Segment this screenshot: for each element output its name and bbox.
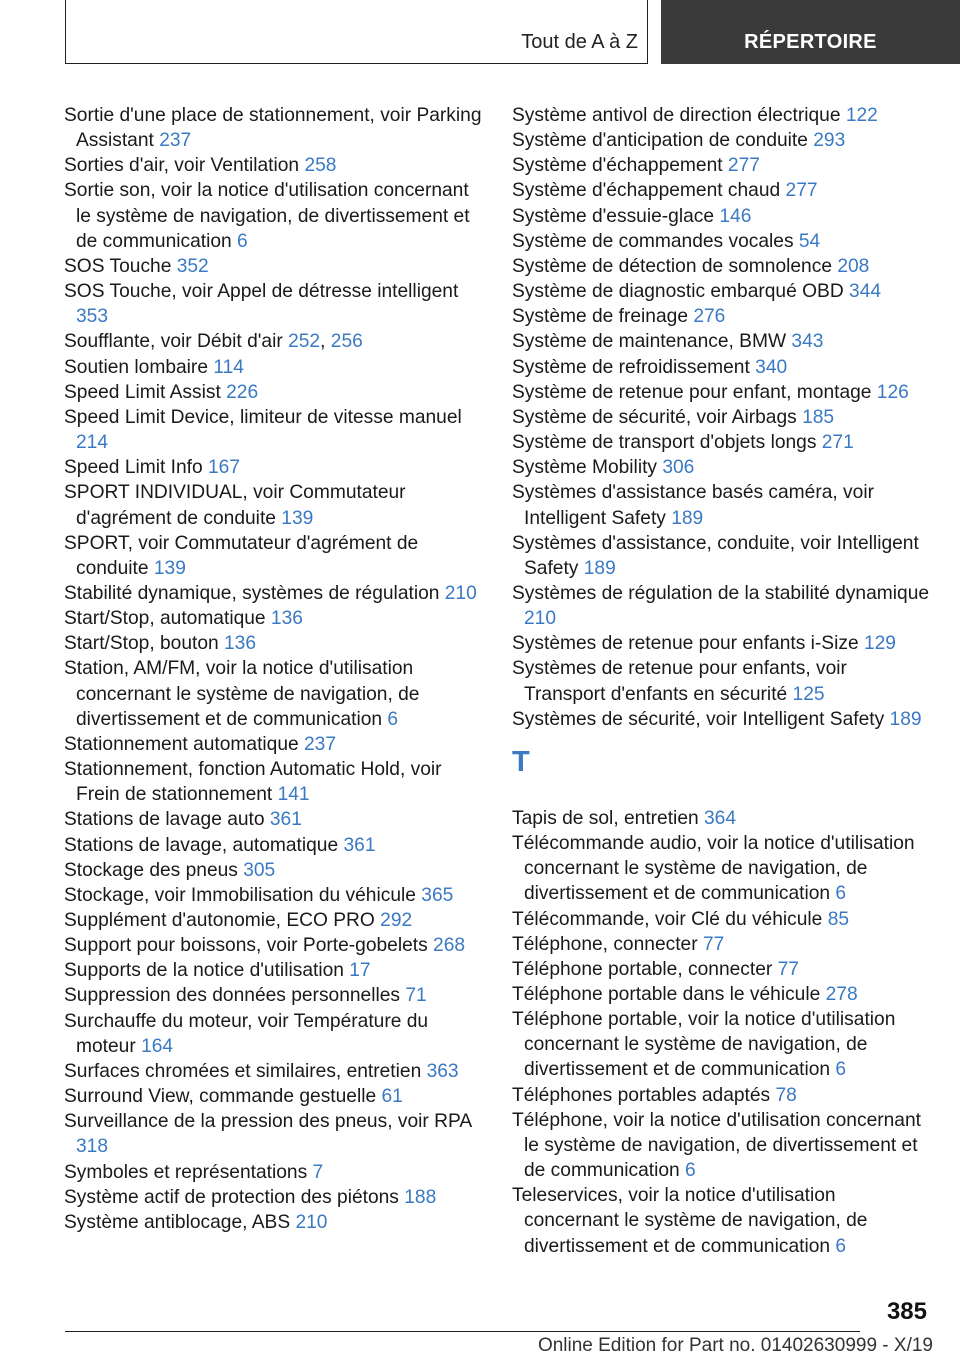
entry-text: SPORT INDIVIDUAL, voir Commutateur d'agrément de conduite: [64, 482, 406, 529]
page-reference-link[interactable]: 114: [213, 356, 244, 378]
index-entry: [64, 1084, 484, 1109]
entry-text: SOS Touche, voir Appel de détresse intelligent: [64, 281, 459, 303]
page-reference-link[interactable]: 125: [792, 683, 825, 705]
index-entry: [64, 153, 484, 178]
index-entry: [64, 1109, 484, 1159]
entry-text: Système de sécurité, voir Airbags: [512, 406, 803, 428]
index-entry: [64, 908, 484, 933]
entry-text: Système d'anticipation de conduite: [512, 130, 814, 152]
page-reference-link[interactable]: 6: [387, 708, 399, 730]
entry-text: Système actif de protection des piétons: [64, 1186, 405, 1208]
entry-text: Téléphones portables adaptés: [512, 1084, 776, 1106]
page-reference-link[interactable]: 71: [405, 985, 427, 1007]
index-column-right: [512, 103, 932, 1259]
page-reference-link[interactable]: 146: [719, 205, 752, 227]
index-entry: [512, 932, 932, 957]
entry-text: SOS Touche: [64, 255, 177, 277]
page-reference-link[interactable]: 292: [380, 910, 413, 931]
index-entry: [512, 1183, 932, 1258]
index-entry: [512, 631, 932, 656]
index-entry: [64, 581, 484, 606]
index-entry: [512, 982, 932, 1007]
entry-text: SPORT, voir Commutateur d'agrément de conduite: [64, 532, 419, 579]
index-entry: [512, 279, 932, 304]
page-reference-link[interactable]: 6: [835, 1059, 847, 1081]
index-entry: [512, 707, 932, 732]
entry-text: Soufflante, voir Débit d'air: [64, 331, 289, 353]
page-reference-link[interactable]: 6: [835, 1235, 847, 1257]
page-reference-link[interactable]: 210: [295, 1211, 328, 1233]
entry-text: Systèmes d'assistance basés caméra, voir Intelligent Safety: [512, 482, 874, 529]
page-reference-link[interactable]: 352: [176, 255, 209, 277]
page-reference-link[interactable]: 189: [583, 557, 616, 579]
page-reference-link[interactable]: 306: [662, 457, 695, 479]
page-reference-link[interactable]: 54: [798, 230, 821, 252]
entry-text: Tapis de sol, entretien: [512, 807, 704, 829]
index-entry: [512, 304, 932, 329]
entry-text: Stations de lavage, automatique: [64, 834, 344, 856]
entry-text: Support pour boissons, voir Porte-gobelets: [64, 935, 434, 957]
entry-text: Surfaces chromées et similaires, entretien: [64, 1060, 427, 1082]
entry-text: Système de commandes vocales: [512, 230, 799, 252]
index-entry: [64, 405, 484, 455]
entry-text: Système de refroidissement: [512, 356, 756, 378]
page-reference-link[interactable]: 365: [421, 884, 454, 906]
entry-text: Système de transport d'objets longs: [512, 432, 822, 454]
page-reference-link[interactable]: 6: [237, 230, 248, 252]
page-reference-link[interactable]: 364: [704, 807, 737, 829]
entry-text: Suppression des données personnelles: [64, 985, 406, 1007]
index-entry: [64, 656, 484, 731]
index-entry: [64, 958, 484, 983]
entry-text: Supplément d'autonomie, ECO PRO: [64, 910, 381, 931]
page-reference-link[interactable]: 167: [208, 457, 241, 479]
header-tab-repertoire[interactable]: RÉPERTOIRE: [661, 0, 960, 64]
entry-text: Stabilité dynamique, systèmes de régulation: [64, 582, 445, 604]
index-entry: [64, 329, 484, 354]
page-reference-link[interactable]: 164: [141, 1035, 174, 1057]
page-reference-link[interactable]: 6: [685, 1160, 696, 1182]
index-entry: [512, 103, 932, 128]
page-reference-link[interactable]: 237: [159, 130, 192, 152]
entry-text: Teleservices, voir la notice d'utilisation concernant le système de navigation, de divertissement et de communication: [512, 1185, 868, 1257]
index-entry: [512, 355, 932, 380]
index-entry: [64, 933, 484, 958]
index-entry: [512, 656, 932, 706]
index-entry: [512, 1108, 932, 1183]
page-reference-link[interactable]: 189: [889, 708, 922, 730]
header-section-title: Tout de A à Z: [521, 31, 638, 53]
page-reference-link[interactable]: 6: [835, 883, 847, 905]
index-column-left: [64, 103, 484, 1235]
page-reference-link[interactable]: 17: [349, 960, 371, 982]
entry-text: Surchauffe du moteur, voir Température du moteur: [64, 1010, 429, 1057]
entry-text: Speed Limit Info: [64, 457, 208, 479]
index-entry: [512, 430, 932, 455]
page-reference-link[interactable]: 126: [876, 381, 909, 403]
page-reference-link[interactable]: 139: [281, 507, 314, 529]
index-entry: [64, 355, 484, 380]
index-entry: [512, 1083, 932, 1108]
page-reference-link[interactable]: 185: [802, 406, 835, 428]
page-reference-link[interactable]: 188: [404, 1186, 437, 1208]
entry-text: Sorties d'air, voir Ventilation: [64, 155, 305, 177]
index-entry: [64, 858, 484, 883]
index-entry: [512, 531, 932, 581]
entry-text: Sortie son, voir la notice d'utilisation concernant le système de navigation, de divertissement et de communication: [64, 180, 470, 252]
page-reference-link[interactable]: 318: [76, 1136, 109, 1158]
page-reference-link[interactable]: 252: [288, 331, 321, 353]
entry-text: Systèmes de sécurité, voir Intelligent Safety: [512, 708, 890, 730]
entry-text: Système de freinage: [512, 306, 694, 328]
page-reference-link[interactable]: 343: [791, 331, 824, 353]
entry-text: Stationnement, fonction Automatic Hold, voir Frein de stationnement: [64, 759, 442, 806]
entry-text: Système d'échappement chaud: [512, 180, 786, 202]
entry-text: Téléphone portable dans le véhicule: [512, 984, 826, 1005]
page-reference-link[interactable]: 361: [269, 809, 302, 831]
page-number: 385: [886, 1298, 927, 1325]
page-reference-link[interactable]: 256: [330, 331, 363, 353]
index-entry: [64, 631, 484, 656]
page-reference-link[interactable]: 344: [849, 281, 882, 303]
index-entry: [64, 1009, 484, 1059]
entry-text: Système d'échappement: [512, 155, 728, 177]
section-letter-heading: T: [512, 745, 530, 778]
page-reference-link[interactable]: 136: [270, 608, 303, 630]
entry-text: Systèmes de retenue pour enfants i-Size: [512, 633, 864, 655]
index-entry: [64, 531, 484, 581]
index-entry: [64, 480, 484, 530]
page-reference-link[interactable]: 139: [153, 557, 186, 579]
index-entry: [512, 581, 932, 631]
entry-text: Système Mobility: [512, 457, 663, 479]
entry-text: Supports de la notice d'utilisation: [64, 960, 350, 982]
page-reference-link[interactable]: 361: [343, 834, 376, 856]
entry-text: Système de diagnostic embarqué OBD: [512, 281, 850, 303]
index-entry: [512, 153, 932, 178]
index-entry: [64, 606, 484, 631]
index-entry: [64, 807, 484, 832]
index-entry: [512, 480, 932, 530]
page-reference-link[interactable]: 129: [863, 633, 896, 655]
entry-text: Speed Limit Device, limiteur de vitesse manuel: [64, 406, 462, 428]
index-entry: [512, 455, 932, 480]
page-reference-link[interactable]: 208: [837, 255, 870, 277]
index-entry: [512, 229, 932, 254]
index-entry: [64, 178, 484, 253]
entry-text: Télécommande audio, voir la notice d'utilisation concernant le système de navigation, de divertissement et de communication: [512, 833, 915, 905]
page-reference-link[interactable]: 277: [727, 155, 760, 177]
entry-text: Système antivol de direction électrique: [512, 105, 846, 126]
entry-text: Téléphone portable, connecter: [512, 958, 778, 980]
index-entry: [512, 957, 932, 982]
index-entry: [64, 757, 484, 807]
entry-text: Station, AM/FM, voir la notice d'utilisation concernant le système de navigation, de divertissement et de communication: [64, 658, 420, 730]
index-entry: [512, 128, 932, 153]
index-entry: [64, 1059, 484, 1084]
index-entry: [64, 380, 484, 405]
entry-text: Systèmes d'assistance, conduite, voir Intelligent Safety: [512, 532, 919, 579]
entry-text: Stationnement automatique: [64, 733, 305, 755]
entry-text: Start/Stop, bouton: [64, 633, 225, 655]
entry-text: Systèmes de régulation de la stabilité dynamique: [512, 582, 930, 604]
footer-divider: [65, 1331, 860, 1332]
entry-text: Soutien lombaire: [64, 356, 214, 378]
index-entry: [512, 380, 932, 405]
index-entry: [64, 883, 484, 908]
entry-text: Stockage des pneus: [64, 859, 244, 881]
index-entry: [512, 831, 932, 906]
index-entry: [512, 405, 932, 430]
page-reference-link[interactable]: 61: [381, 1086, 403, 1108]
entry-text: Speed Limit Assist: [64, 381, 227, 403]
index-entry: [64, 833, 484, 858]
entry-text: Stations de lavage auto: [64, 809, 270, 831]
index-entry: [512, 1007, 932, 1082]
index-entry: [64, 983, 484, 1008]
entry-text: Symboles et représentations: [64, 1161, 313, 1183]
index-entry: [64, 455, 484, 480]
page-reference-link[interactable]: 363: [426, 1060, 459, 1082]
index-entry: [512, 329, 932, 354]
page-reference-link[interactable]: 78: [775, 1084, 797, 1106]
page-reference-link[interactable]: 136: [224, 633, 257, 655]
entry-text: Système antiblocage, ABS: [64, 1211, 296, 1233]
page-reference-link[interactable]: 293: [813, 130, 846, 152]
page-reference-link[interactable]: 278: [825, 984, 858, 1005]
index-entry: [512, 178, 932, 203]
index-entry: [64, 1160, 484, 1185]
page-reference-link[interactable]: 122: [845, 105, 878, 126]
entry-text: Système d'essuie-glace: [512, 205, 720, 227]
footer-edition: Online Edition for Part no. 01402630999 - X/19: [537, 1335, 933, 1356]
page-reference-link[interactable]: 340: [755, 356, 788, 378]
page-reference-link[interactable]: 141: [277, 784, 310, 806]
page-reference-link[interactable]: 276: [693, 306, 726, 328]
index-entry: [64, 732, 484, 757]
page-reference-link[interactable]: 226: [226, 381, 259, 403]
page-reference-link[interactable]: 277: [785, 180, 818, 202]
reference-separator: ,: [320, 331, 331, 353]
page-reference-link[interactable]: 7: [312, 1161, 324, 1183]
page-reference-link[interactable]: 210: [524, 608, 557, 630]
page-reference-link[interactable]: 271: [821, 432, 854, 454]
page-reference-link[interactable]: 210: [444, 582, 477, 604]
entry-text: Système de détection de somnolence: [512, 255, 838, 277]
entry-text: Surround View, commande gestuelle: [64, 1086, 382, 1108]
index-entry: [64, 103, 484, 153]
index-entry: [512, 254, 932, 279]
page-reference-link[interactable]: 77: [777, 958, 799, 980]
entry-text: Systèmes de retenue pour enfants, voir Transport d'enfants en sécurité: [512, 658, 847, 705]
index-entry: [64, 254, 484, 279]
page-reference-link[interactable]: 85: [827, 908, 850, 930]
page-reference-link[interactable]: 305: [243, 859, 276, 881]
page-reference-link[interactable]: 258: [304, 155, 337, 177]
page-reference-link[interactable]: 189: [671, 507, 704, 529]
index-entry: [64, 1185, 484, 1210]
entry-text: Télécommande, voir Clé du véhicule: [512, 908, 828, 930]
entry-text: Système de retenue pour enfant, montage: [512, 381, 877, 403]
index-entry: [64, 279, 484, 329]
page-reference-link[interactable]: 353: [76, 306, 109, 328]
index-entry: [64, 1210, 484, 1235]
entry-text: Surveillance de la pression des pneus, voir RPA: [64, 1111, 472, 1133]
index-entry: [512, 204, 932, 229]
index-entry: [512, 907, 932, 932]
page-reference-link[interactable]: 237: [304, 733, 337, 755]
entry-text: Système de maintenance, BMW: [512, 331, 792, 353]
entry-text: Téléphone, connecter: [512, 933, 703, 955]
index-entry: [512, 806, 932, 831]
entry-text: Stockage, voir Immobilisation du véhicule: [64, 884, 422, 906]
page-reference-link[interactable]: 77: [702, 933, 725, 955]
page-reference-link[interactable]: 214: [76, 432, 109, 454]
entry-text: Téléphone, voir la notice d'utilisation concernant le système de navigation, de divertissement et de communication: [512, 1109, 921, 1182]
entry-text: Sortie d'une place de stationnement, voir Parking Assistant: [64, 105, 482, 152]
page-reference-link[interactable]: 268: [433, 935, 466, 957]
entry-text: Start/Stop, automatique: [64, 608, 271, 630]
entry-text: Téléphone portable, voir la notice d'utilisation concernant le système de navigation, de divertissement et de communication: [512, 1009, 896, 1081]
